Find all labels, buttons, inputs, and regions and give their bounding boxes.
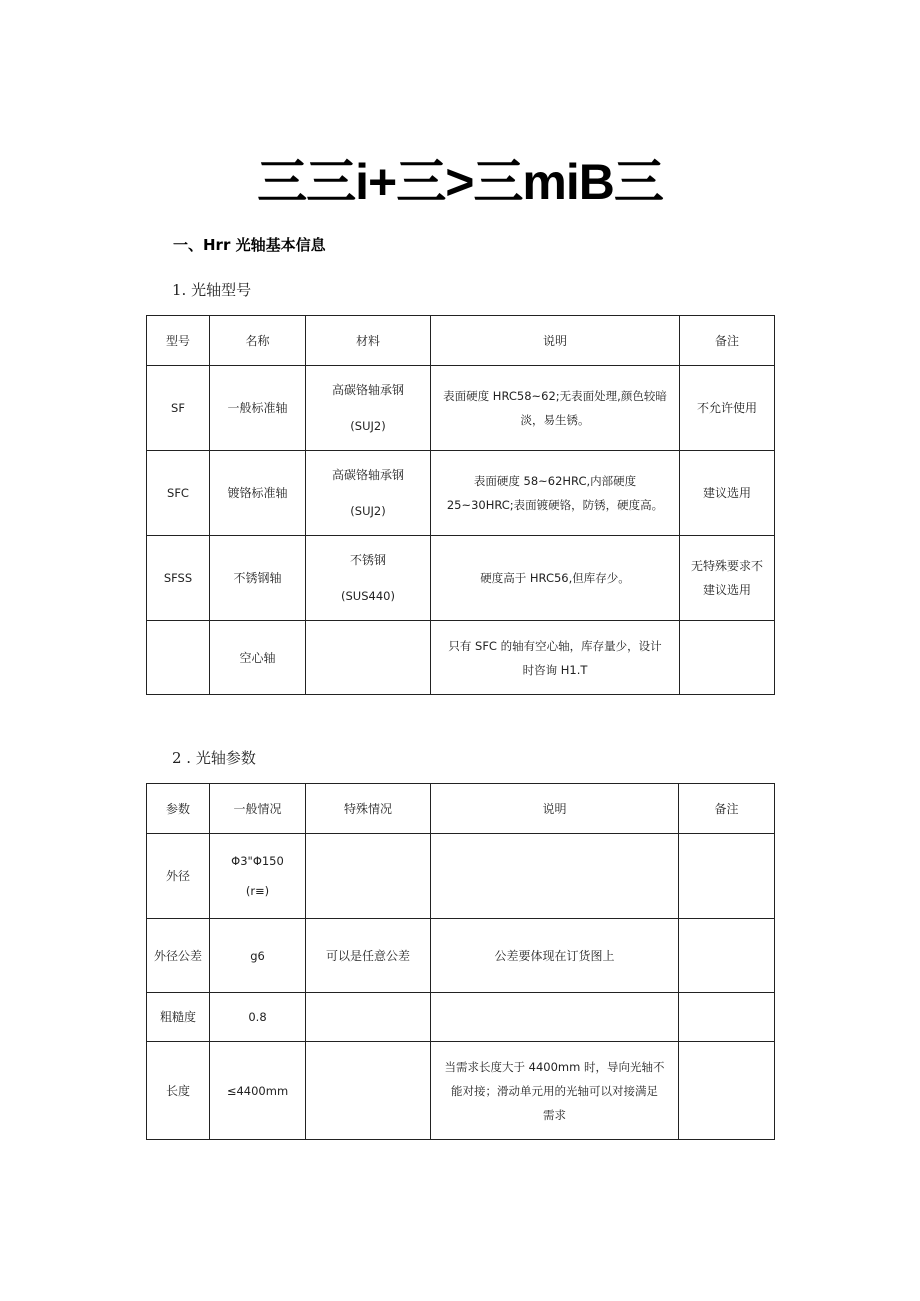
model-cell: SF [147,366,210,451]
header-cell: 名称 [210,316,306,366]
table-row [147,919,775,993]
model-cell: SFC [147,451,210,536]
description-line: 当需求长度大于 4400mm 时，导向光轴不 [444,1059,665,1074]
subheading-shaft-parameters: 2 . 光轴参数 [172,749,256,767]
table-row [147,366,775,451]
material-grade: (SUJ2) [350,419,386,433]
shaft-parameter-table [146,783,775,1140]
note-cell: 建议选用 [680,451,775,536]
general-cell [210,834,306,919]
description-cell [431,834,679,919]
general-cell: g6 [210,919,306,993]
header-cell: 备注 [679,784,775,834]
header-cell: 特殊情况 [306,784,431,834]
material-grade: (SUJ2) [350,504,386,518]
page-title: 三三i+三>三miB三 [257,154,663,210]
material-cell [306,536,431,621]
description-cell [431,451,680,536]
table-row [147,834,775,919]
note-cell [680,536,775,621]
header-cell: 材料 [306,316,431,366]
table-row [147,621,775,695]
special-cell: 可以是任意公差 [306,919,431,993]
material-grade: (SUS440) [341,589,395,603]
table-row [147,451,775,536]
special-cell [306,834,431,919]
note-cell [679,1042,775,1140]
description-line: 只有 SFC 的轴有空心轴，库存量少，设计 [448,638,662,653]
header-cell: 参数 [147,784,210,834]
subheading-shaft-models: 1. 光轴型号 [172,281,252,299]
description-cell [431,1042,679,1140]
note-cell [680,621,775,695]
header-cell: 型号 [147,316,210,366]
special-cell [306,993,431,1042]
description-line: 时咨询 H1.T [522,662,588,677]
note-cell [679,834,775,919]
model-cell: SFSS [147,536,210,621]
general-line: (r≡) [245,884,270,898]
name-cell: 一般标准轴 [210,366,306,451]
header-cell: 备注 [680,316,775,366]
header-cell: 说明 [431,784,679,834]
description-line: 需求 [543,1107,566,1122]
section-heading: 一、Hrr 光轴基本信息 [173,236,326,254]
special-cell [306,1042,431,1140]
material-cell [306,451,431,536]
note-cell [679,919,775,993]
table-header-row [147,316,775,366]
param-cell: 长度 [147,1042,210,1140]
description-cell: 公差要体现在订货图上 [431,919,679,993]
description-cell [431,993,679,1042]
note-line: 建议选用 [702,583,751,597]
name-cell: 空心轴 [210,621,306,695]
name-cell: 不锈钢轴 [210,536,306,621]
material-cell [306,621,431,695]
note-cell: 不允许使用 [680,366,775,451]
name-cell: 镀铬标准轴 [210,451,306,536]
model-cell [147,621,210,695]
general-cell: ≤4400mm [210,1042,306,1140]
description-cell [431,621,680,695]
description-line: 表面硬度 HRC58~62;无表面处理,颜色较暗 [443,389,667,403]
material-line: 不锈钢 [349,553,386,567]
note-line: 无特殊要求不 [690,559,763,573]
description-line: 表面硬度 58~62HRC,内部硬度 [473,474,637,488]
table-row [147,536,775,621]
description-line: 淡，易生锈。 [520,413,590,427]
general-line: Φ3"Φ150 [231,854,284,868]
table-header-row [147,784,775,834]
material-line: 高碳铬轴承钢 [331,383,404,397]
description-cell [431,366,680,451]
note-cell [679,993,775,1042]
description-cell [431,536,680,621]
param-cell: 外径公差 [147,919,210,993]
material-line: 高碳铬轴承钢 [331,468,404,482]
param-cell: 粗糙度 [147,993,210,1042]
param-cell: 外径 [147,834,210,919]
header-cell: 一般情况 [210,784,306,834]
description-line: 能对接；滑动单元用的光轴可以对接满足 [451,1083,658,1098]
description-line: 硬度高于 HRC56,但库存少。 [480,571,630,585]
shaft-model-table [146,315,775,695]
general-cell: 0.8 [210,993,306,1042]
header-cell: 说明 [431,316,680,366]
description-line: 25~30HRC;表面镀硬铬，防锈，硬度高。 [446,498,664,512]
material-cell [306,366,431,451]
table-row [147,1042,775,1140]
table-row [147,993,775,1042]
